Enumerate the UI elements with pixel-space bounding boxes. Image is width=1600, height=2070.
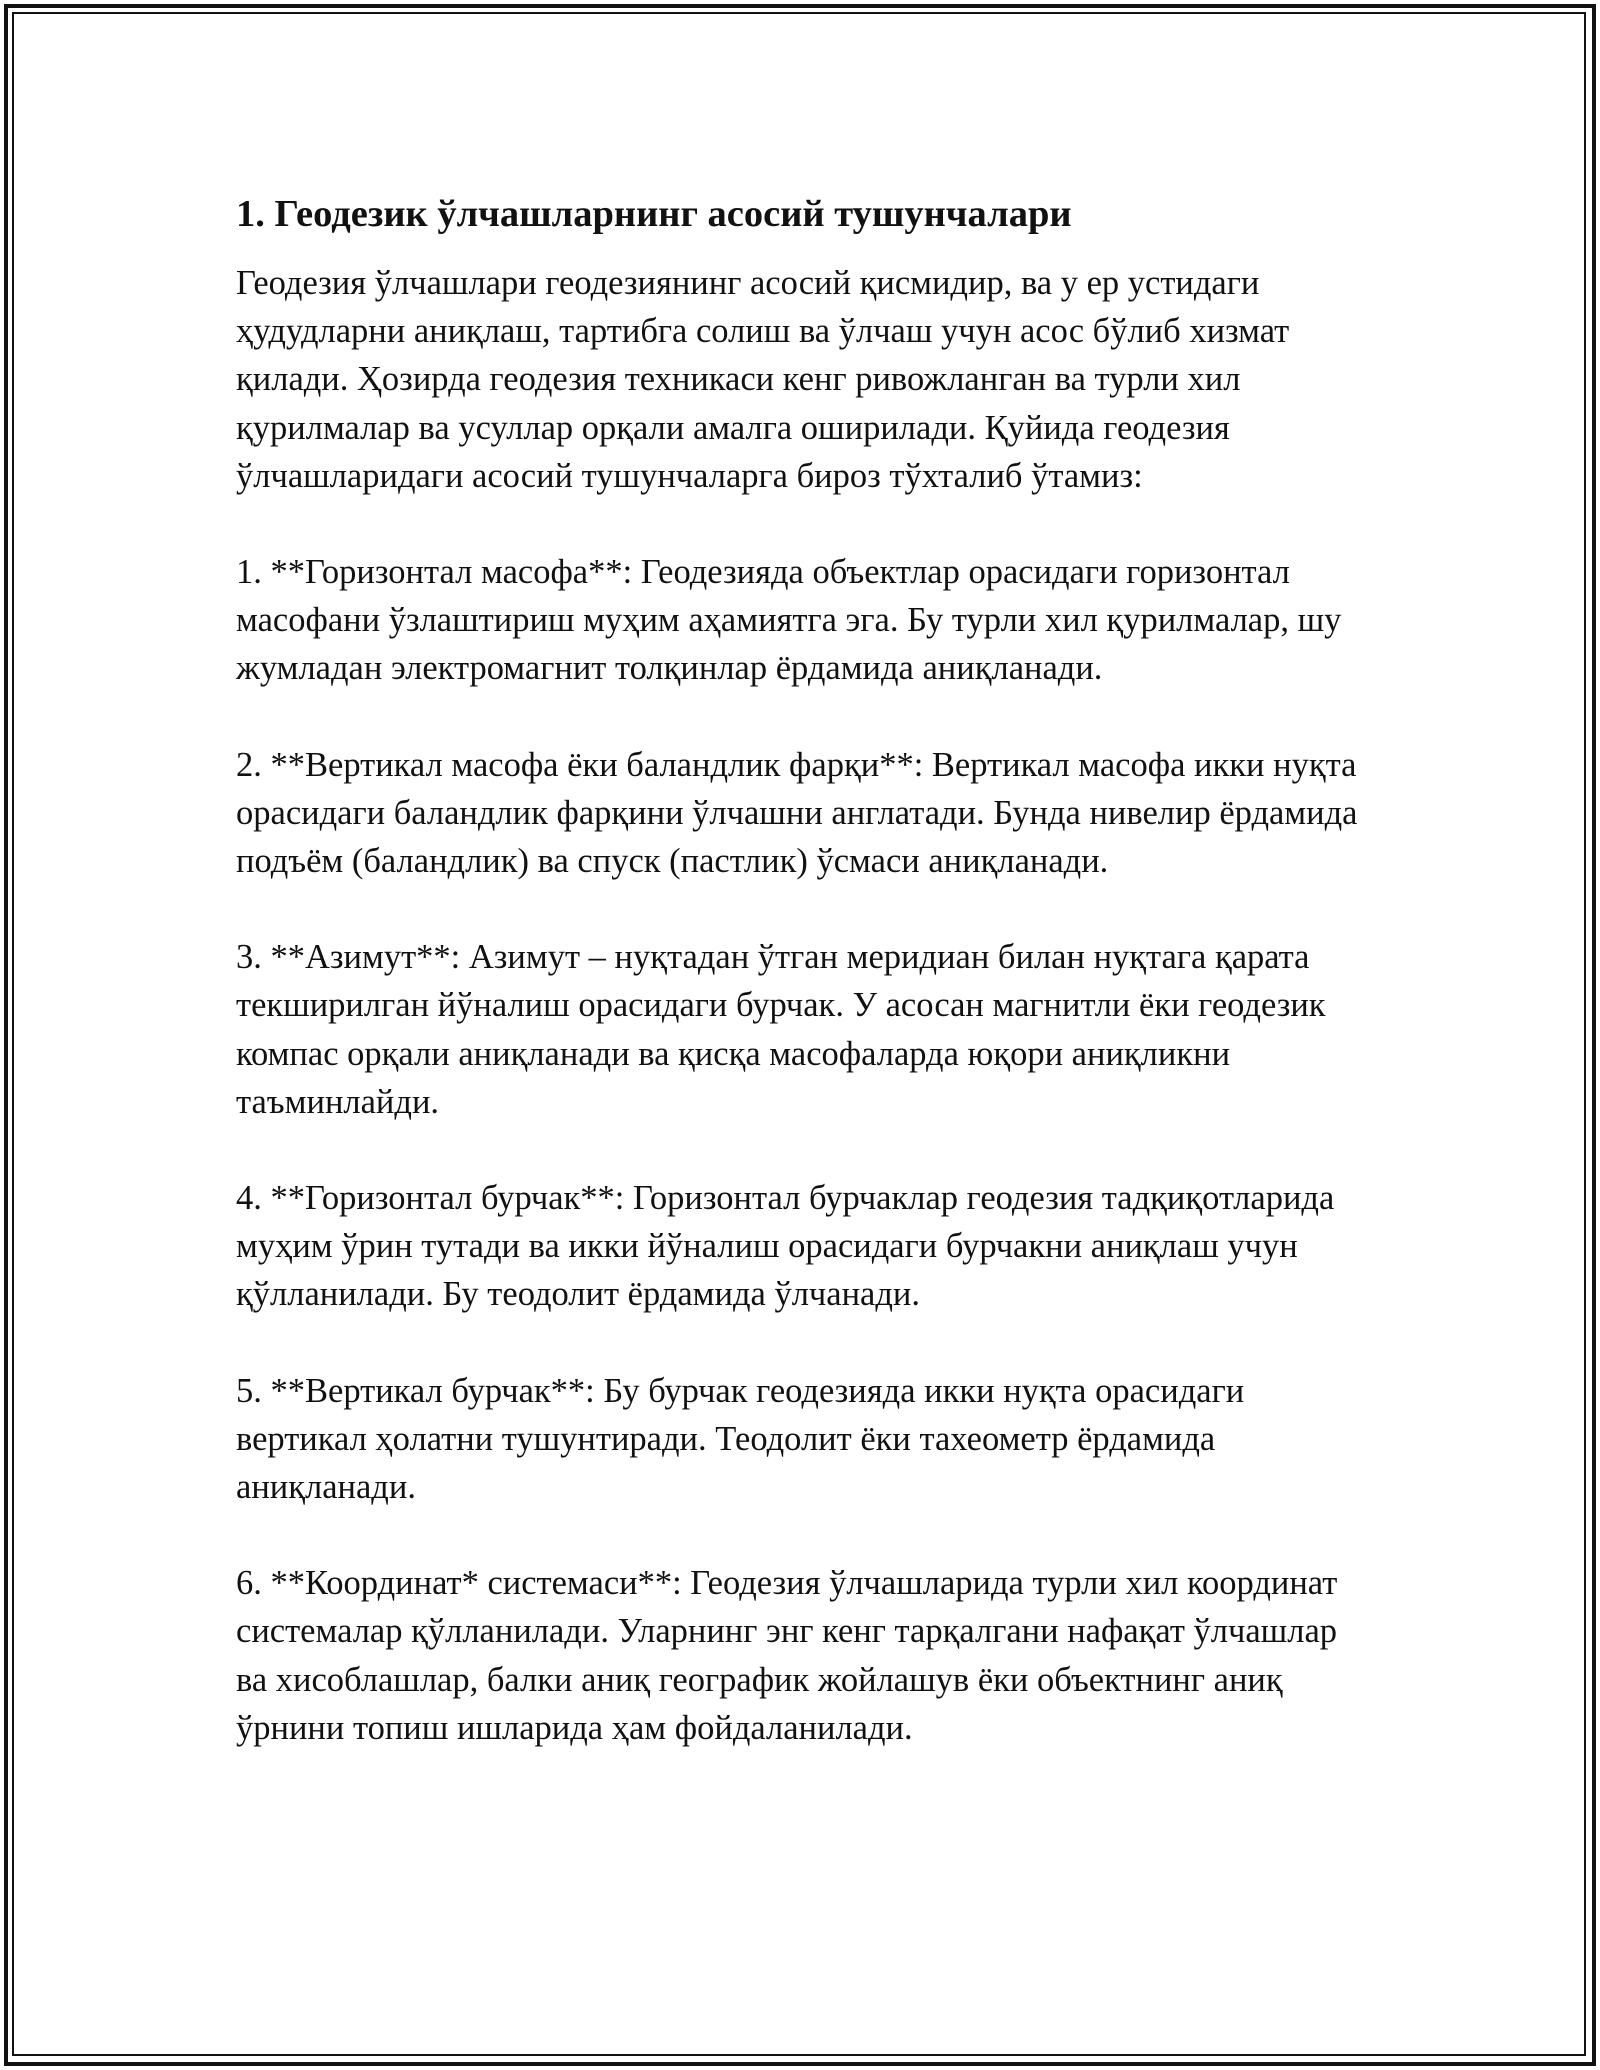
document-title: 1. Геодезик ўлчашларнинг асосий тушунчалари	[236, 193, 1072, 235]
list-item-azimuth: 3. **Азимут**: Азимут – нуқтадан ўтган меридиан билан нуқтага қарата текширилган йўналиш орасидаги бурчак. У асосан магнитли ёки геодезик компас орқали аниқланади ва қисқа масофаларда юқори аниқликни таъминлайди.	[236, 938, 1326, 1121]
list-item-horizontal-distance: 1. **Горизонтал масофа**: Геодезияда объектлар орасидаги горизонтал масофани ўзлаштириш муҳим аҳамиятга эга. Бу турли хил қурилмалар, шу жумладан электромагнит толқинлар ёрдамида аниқланади.	[236, 553, 1342, 688]
list-item-coordinate-system: 6. **Координат* системаси**: Геодезия ўлчашларида турли хил координат системалар қўлланилади. Уларнинг энг кенг тарқалгани нафақат ўлчашлар ва хисоблашлар, балки аниқ географик жойлашув ёки объектнинг аниқ ўрнини топиш ишларида ҳам фойдаланилади.	[236, 1564, 1338, 1747]
intro-paragraph: Геодезия ўлчашлари геодезиянинг асосий қисмидир, ва у ер устидаги ҳудудларни аниқлаш, тартибга солиш ва ўлчаш учун асос бўлиб хизмат қилади. Ҳозирда геодезия техникаси кенг ривожланган ва турли хил қурилмалар ва усуллар орқали амалга оширилади. Қуйида геодезия ўлчашларидаги асосий тушунчаларга бироз тўхталиб ўтамиз:	[236, 264, 1290, 495]
list-item-vertical-angle: 5. **Вертикал бурчак**: Бу бурчак геодезияда икки нуқта орасидаги вертикал ҳолатни тушунтиради. Теодолит ёки тахеометр ёрдамида аниқланади.	[236, 1371, 1245, 1507]
document-body	[236, 190, 1376, 1752]
list-item-vertical-distance: 2. **Вертикал масофа ёки баландлик фарқи**: Вертикал масофа икки нуқта орасидаги баландлик фарқини ўлчашни англатади. Бунда нивелир ёрдамида подъём (баландлик) ва спуск (пастлик) ўсмаси аниқланади.	[236, 745, 1358, 881]
list-item-horizontal-angle: 4. **Горизонтал бурчак**: Горизонтал бурчаклар геодезия тадқиқотларида муҳим ўрин тутади ва икки йўналиш орасидаги бурчакни аниқлаш учун қўлланилади. Бу теодолит ёрдамида ўлчанади.	[236, 1179, 1335, 1314]
